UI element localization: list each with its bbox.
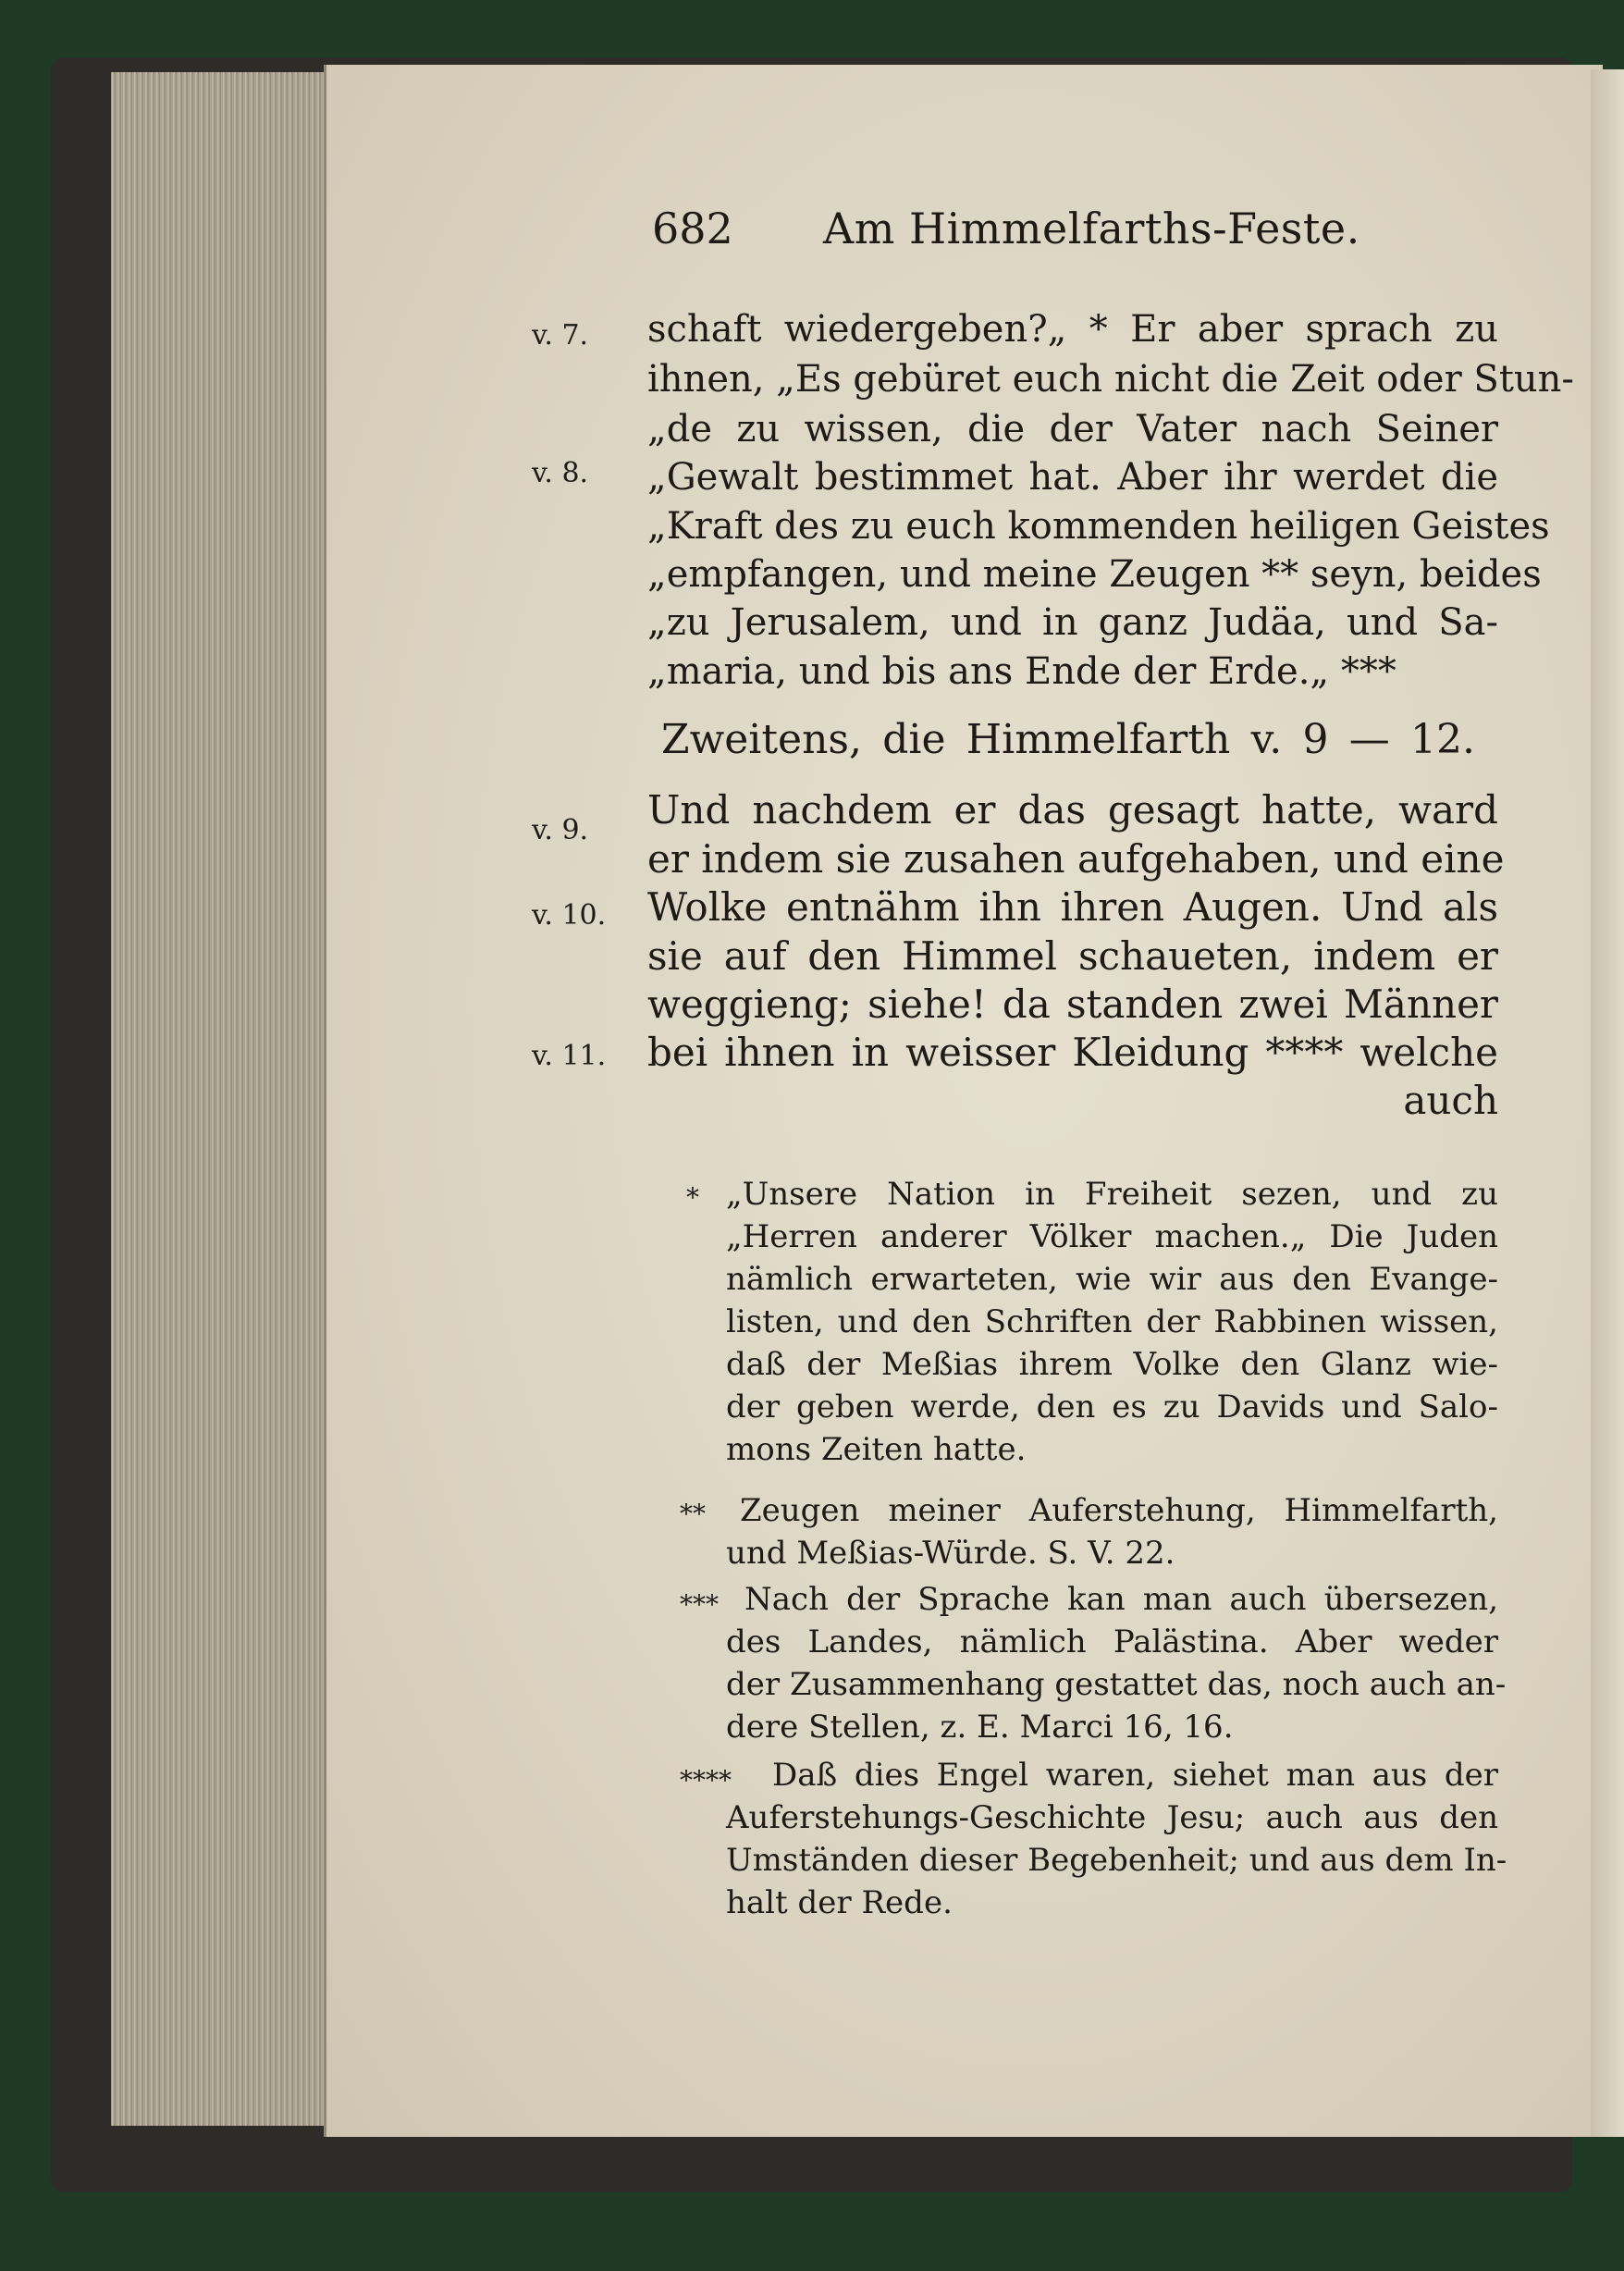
footnote-line: „Unsere Nation in Freiheit sezen, und zu xyxy=(726,1176,1498,1213)
footnote-3-mark xyxy=(680,1582,744,1626)
footnote-line: Daß dies Engel waren, siehet man aus der xyxy=(772,1757,1498,1794)
footnote-line: und Meßias-Würde. S. V. 22. xyxy=(726,1535,1175,1572)
verse-ref-11: v. 11. xyxy=(532,1040,607,1072)
body-line: er indem sie zusahen aufgehaben, und eine xyxy=(647,836,1505,882)
running-title: Am Himmelfarths-Feste. xyxy=(823,204,1360,253)
body-line: ihnen, „Es gebüret euch nicht die Zeit oder Stun- xyxy=(647,358,1574,401)
page-number: 682 xyxy=(652,204,733,253)
body-line: „empfangen, und meine Zeugen ** seyn, beides xyxy=(647,553,1542,596)
footnote-4-mark xyxy=(680,1758,754,1802)
body-line: bei ihnen in weisser Kleidung **** welche xyxy=(647,1030,1498,1075)
footnote-line: Zeugen meiner Auferstehung, Himmelfarth, xyxy=(740,1492,1498,1529)
footnote-line: Nach der Sprache kan man auch übersezen, xyxy=(744,1581,1498,1618)
body-line: „maria, und bis ans Ende der Erde.„ *** xyxy=(647,650,1396,693)
footnote-line: mons Zeiten hatte. xyxy=(726,1431,1027,1468)
body-line: Und nachdem er das gesagt hatte, ward xyxy=(647,787,1498,833)
footnote-line: der geben werde, den es zu Davids und Salo- xyxy=(726,1389,1498,1426)
body-line: „zu Jerusalem, und in ganz Judäa, und Sa- xyxy=(647,601,1498,644)
verse-ref-10: v. 10. xyxy=(532,899,607,932)
footnote-line: dere Stellen, z. E. Marci 16, 16. xyxy=(726,1709,1234,1746)
footnote-line: „Herren anderer Völker machen.„ Die Juden xyxy=(726,1218,1498,1255)
footnote-line: Auferstehungs-Geschichte Jesu; auch aus den xyxy=(726,1799,1498,1836)
page-header xyxy=(0,204,1624,259)
footnote-line: des Landes, nämlich Palästina. Aber weder xyxy=(726,1623,1498,1660)
body-line: „Kraft des zu euch kommenden heiligen Geistes xyxy=(647,505,1550,548)
footnote-line: nämlich erwarteten, wie wir aus den Evange- xyxy=(726,1261,1498,1298)
footnote-mark: **** xyxy=(680,1765,732,1796)
body-line: „Gewalt bestimmet hat. Aber ihr werdet die xyxy=(647,456,1498,499)
footnote-2-mark xyxy=(680,1491,735,1536)
verse-ref-7: v. 7. xyxy=(532,319,589,352)
body-line: sie auf den Himmel schaueten, indem er xyxy=(647,933,1498,979)
section-heading: Zweitens, die Himmelfarth v. 9 — 12. xyxy=(661,716,1475,763)
catchword: auch xyxy=(1403,1078,1498,1123)
footnote-line: listen, und den Schriften der Rabbinen wissen, xyxy=(726,1303,1498,1340)
footnote-mark: ** xyxy=(680,1499,706,1529)
footnote-line: daß der Meßias ihrem Volke den Glanz wie- xyxy=(726,1346,1498,1383)
footnote-mark: *** xyxy=(680,1589,719,1620)
body-line: weggieng; siehe! da standen zwei Männer xyxy=(647,981,1498,1027)
body-line: schaft wiedergeben?„ * Er aber sprach zu xyxy=(647,308,1498,351)
body-line: Wolke entnähm ihn ihren Augen. Und als xyxy=(647,884,1498,930)
verse-ref-9: v. 9. xyxy=(532,814,589,846)
footnote-mark: * xyxy=(686,1182,699,1213)
footnote-line: der Zusammenhang gestattet das, noch auch an- xyxy=(726,1666,1507,1703)
verse-ref-8: v. 8. xyxy=(532,457,589,489)
body-line: „de zu wissen, die der Vater nach Seiner xyxy=(647,408,1498,450)
footnote-line: halt der Rede. xyxy=(726,1884,953,1921)
footnote-line: Umständen dieser Begebenheit; und aus dem In- xyxy=(726,1842,1507,1879)
